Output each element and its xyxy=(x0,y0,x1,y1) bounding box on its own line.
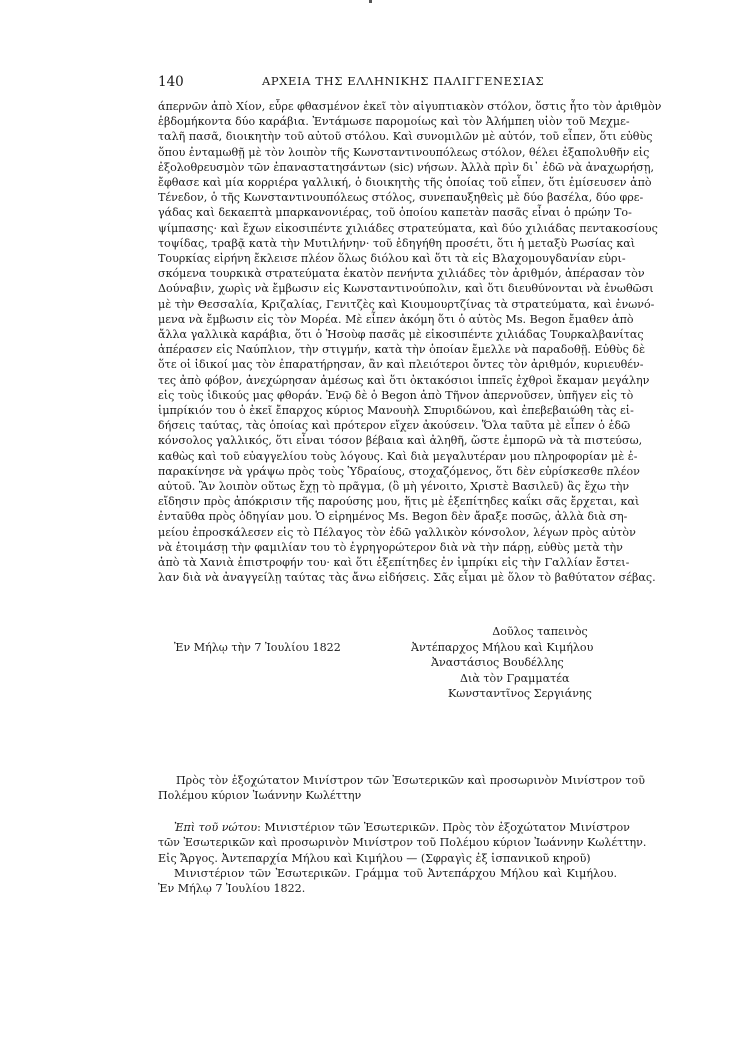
body-line: μὲ τὴν Θεσσαλία, Κριζαλίας, Γενιτζὲς καὶ Κιουμουρτζίνας τὰ στρατεύματα, καὶ ἑνωνό- xyxy=(158,297,655,311)
body-line: Τουρκίας εἰρήνη ἔκλεισε πλέον ὅλως διόλου καὶ ὅτι τὰ εἰς Βλαχομουγδανίαν εὑρι- xyxy=(158,252,626,266)
body-line: ὅπου ἐνταμωθῇ μὲ τὸν λοιπὸν τῆς Κωνσταντινουπόλεως στόλον, θέλει ἐξαπολυθῆν εἰς xyxy=(158,145,650,159)
body-line: ἔφθασε καὶ μία κορριέρα γαλλική, ὁ διοικητὴς τῆς ὁποίας τοῦ εἶπεν, ὅτι ἐμίσευσεν ἀπὸ xyxy=(158,176,652,190)
verso-note-line: Εἰς Ἄργος. Ἀντεπαρχία Μήλου καὶ Κιμήλου — (Σφραγὶς ἐξ ἱσπανικοῦ κηροῦ) xyxy=(158,851,591,865)
body-line: ἐξολοθρευσμὸν τῶν ἐπαναστατησάντων (sic) νήσων. Ἀλλὰ πρὶν δι᾽ ἐδῶ νὰ ἀναχωρήσῃ, xyxy=(158,160,654,174)
body-line: ἰμπρίκιόν του ὁ ἐκεῖ ἔπαρχος κύριος Μανουὴλ Σπυριδώνου, καὶ ἐπεβεβαιώθη τὰς εἰ- xyxy=(158,404,634,418)
verso-label: Ἐπὶ τοῦ νώτου xyxy=(174,821,258,834)
signer-name: Ἀναστάσιος Βουδέλλης xyxy=(431,656,564,670)
body-line: ἀπὸ τὰ Χανιὰ ἐπιστροφήν του· καὶ ὅτι ἐξεπίτηδες ἐν ἰμπρίκι εἰς τὴν Γαλλίαν ἔστει- xyxy=(158,556,630,570)
top-margin-mark xyxy=(369,0,372,3)
verso-text: : Μινιστέριον τῶν Ἐσωτερικῶν. Πρὸς τὸν ἐξοχώτατον Μινίστρον xyxy=(257,821,630,834)
body-line: ἄλλα γαλλικὰ καράβια, ὅτι ὁ Ἡσοὺφ πασᾶς μὲ εἰκοσιπέντε χιλιάδας Τουρκαλβανίτας xyxy=(158,328,644,342)
body-line: Δούναβιν, χωρὶς νὰ ἔμβωσιν εἰς Κωνσταντινούπολιν, καὶ ὅτι διευθύνονται νὰ ἑνωθῶσι xyxy=(158,282,654,296)
place-date: Ἐν Μήλῳ τὴν 7 Ἰουλίου 1822 xyxy=(174,640,341,654)
addressee xyxy=(158,773,645,804)
registry-note-line: Ἐν Μήλῳ 7 Ἰουλίου 1822. xyxy=(158,882,306,896)
registry-note-line: Μινιστέριον τῶν Ἐσωτερικῶν. Γράμμα τοῦ Ἀντεπάρχου Μήλου καὶ Κιμήλου. xyxy=(174,866,617,880)
body-line: ἑβδομήκοντα δύο καράβια. Ἐντάμωσε παρομοίως καὶ τὸν Ἀλήμπεη υἱὸν τοῦ Μεχμε- xyxy=(158,115,630,129)
body-line: εἰς τοὺς ἰδικούς μας φθοράν. Ἐνῷ δὲ ὁ Begon ἀπὸ Τῆνον ἀπερνοῦσεν, ὑπῆγεν εἰς τὸ xyxy=(158,388,634,402)
secretary-name: Κωνσταντῖνος Σεργιάνης xyxy=(448,687,592,701)
letter-body xyxy=(158,99,662,586)
signer-title: Ἀντέπαρχος Μήλου καὶ Κιμήλου xyxy=(411,640,594,654)
body-line: νὰ ἑτοιμάσῃ τὴν φαμιλίαν του τὸ ἐγρηγορώτερον διὰ νὰ τὴν πάρῃ, εὐθὺς μετὰ τὴν xyxy=(158,540,623,554)
signature-per: Διὰ τὸν Γραμματέα xyxy=(460,671,570,685)
body-line: εἴδησιν πρὸς ἀπόκρισιν τῆς παρούσης μου, ἥτις μὲ ἐξεπίτηδες καΐκι σᾶς ἔρχεται, καὶ xyxy=(158,495,640,509)
archival-notes xyxy=(158,820,647,896)
body-line: Τένεδον, ὁ τῆς Κωνσταντινουπόλεως στόλος, συνεπαυξηθεὶς μὲ δύο βασέλα, δύο φρε- xyxy=(158,191,644,205)
body-line: άπερνῶν ἀπὸ Χίον, εὗρε φθασμένον ἐκεῖ τὸν αἰγυπτιακὸν στόλον, ὅστις ἦτο τὸν ἀριθμὸν xyxy=(158,100,662,113)
body-line: κόνσολος γαλλικός, ὅτι εἶναι τόσον βέβαια καὶ ἀληθῆ, ὥστε ἐμπορῶ νὰ τὰ πιστεύσω, xyxy=(158,434,643,448)
body-line: τες ἀπὸ φόβον, ἀνεχώρησαν ἀμέσως καὶ ὅτι ὀκτακόσιοι ἱππεῖς ἐχθροὶ ἔκαμαν μεγάλην xyxy=(158,373,650,387)
body-line: δήσεις ταύτας, τὰς ὁποίας καὶ πρότερον εἴχεν ἀκούσειν. Ὅλα ταῦτα μὲ εἶπεν ὁ ἐδῶ xyxy=(158,419,631,433)
body-line: ἐνταῦθα πρὸς ὁδηγίαν μου. Ὁ εἰρημένος Ms. Begon δὲν ἄραξε ποσῶς, ἀλλὰ διὰ ση- xyxy=(158,510,628,524)
body-line: παρακίνησε νὰ γράψω πρὸς τοὺς Ὑδραίους, στοχαζόμενος, ὅτι δὲν εὑρίσκεσθε πλέον xyxy=(158,464,640,478)
body-line: γάδας καὶ δεκαεπτὰ μπαρκανονιέρας, τοῦ ὁποίου καπετὰν πασᾶς εἶναι ὁ πρώην Το- xyxy=(158,206,632,220)
running-title: ΑΡΧΕΙΑ ΤΗΣ ΕΛΛΗΝΙΚΗΣ ΠΑΛΙΓΓΕΝΕΣΙΑΣ xyxy=(262,74,545,88)
body-line: ταλῆ πασᾶ, διοικητὴν τοῦ αὐτοῦ στόλου. Καὶ συνομιλῶν μὲ αὐτόν, τοῦ εἶπεν, ὅτι εὐθὺς xyxy=(158,130,653,144)
verso-note-line xyxy=(158,820,630,835)
body-line: ψίμπασης· καὶ ἔχων εἰκοσιπέντε χιλιάδες στρατεύματα, καὶ δύο χιλιάδας πεντακοσίους xyxy=(158,221,658,235)
body-line: τοψίδας, τραβᾷ κατὰ τὴν Μυτιλήνην· τοῦ ἐδηγήθη προσέτι, ὅτι ἡ μεταξὺ Ρωσίας καὶ xyxy=(158,236,636,250)
body-line: καθὼς καὶ τοῦ εὐαγγελίου τοὺς λόγους. Καὶ διὰ μεγαλυτέραν μου πληροφορίαν μὲ ἐ- xyxy=(158,449,638,463)
body-line: μείου ἐπροσκάλεσεν εἰς τὸ Πέλαγος τὸν ἐδῶ γαλλικὸν κόνσολον, λέγων πρὸς αὐτὸν xyxy=(158,525,636,539)
addressee-line: Πρὸς τὸν ἐξοχώτατον Μινίστρον τῶν Ἐσωτερικῶν καὶ προσωρινὸν Μινίστρον τοῦ xyxy=(176,774,645,787)
body-line: σκόμενα τουρκικὰ στρατεύματα ἑκατὸν πενήντα χιλιάδες τὸν ἀριθμόν, ἀπέρασαν τὸν xyxy=(158,267,645,281)
body-line: ἀπέρασεν εἰς Ναύπλιον, τὴν στιγμήν, κατὰ τὴν ὁποίαν ἔμελλε νὰ παραδοθῇ. Εὐθὺς δὲ xyxy=(158,343,646,357)
body-line: αὐτοῦ. Ἂν λοιπὸν οὕτως ἔχῃ τὸ πρᾶγμα, (ὃ μὴ γένοιτο, Χριστὲ Βασιλεῦ) ἂς ἔχω τὴν xyxy=(158,480,630,494)
signature-closing: Δοῦλος ταπεινὸς xyxy=(492,625,588,638)
body-line: λαν διὰ νὰ ἀναγγείλῃ ταύτας τὰς ἄνω εἰδήσεις. Σᾶς εἶμαι μὲ ὅλον τὸ βαθύτατον σέβας. xyxy=(158,571,656,585)
body-line: ὅτε οἱ ἰδικοί μας τὸν ἐπαρατήρησαν, ἂν καὶ πλειότεροι ὄντες τὸν ἀριθμόν, κυριευθέν- xyxy=(158,358,644,372)
addressee-line: Πολέμου κύριον Ἰωάννην Κωλέττην xyxy=(158,789,362,803)
verso-note-line: τῶν Ἐσωτερικῶν καὶ προσωρινὸν Μινίστρον τοῦ Πολέμου κύριον Ἰωάννην Κωλέττην. xyxy=(158,836,647,850)
body-line: μενα νὰ ἔμβωσιν εἰς τὸν Μορέα. Μὲ εἶπεν ἀκόμη ὅτι ὁ αὐτὸς Ms. Begon ἔμαθεν ἀπὸ xyxy=(158,312,634,326)
page-number: 140 xyxy=(158,74,184,90)
